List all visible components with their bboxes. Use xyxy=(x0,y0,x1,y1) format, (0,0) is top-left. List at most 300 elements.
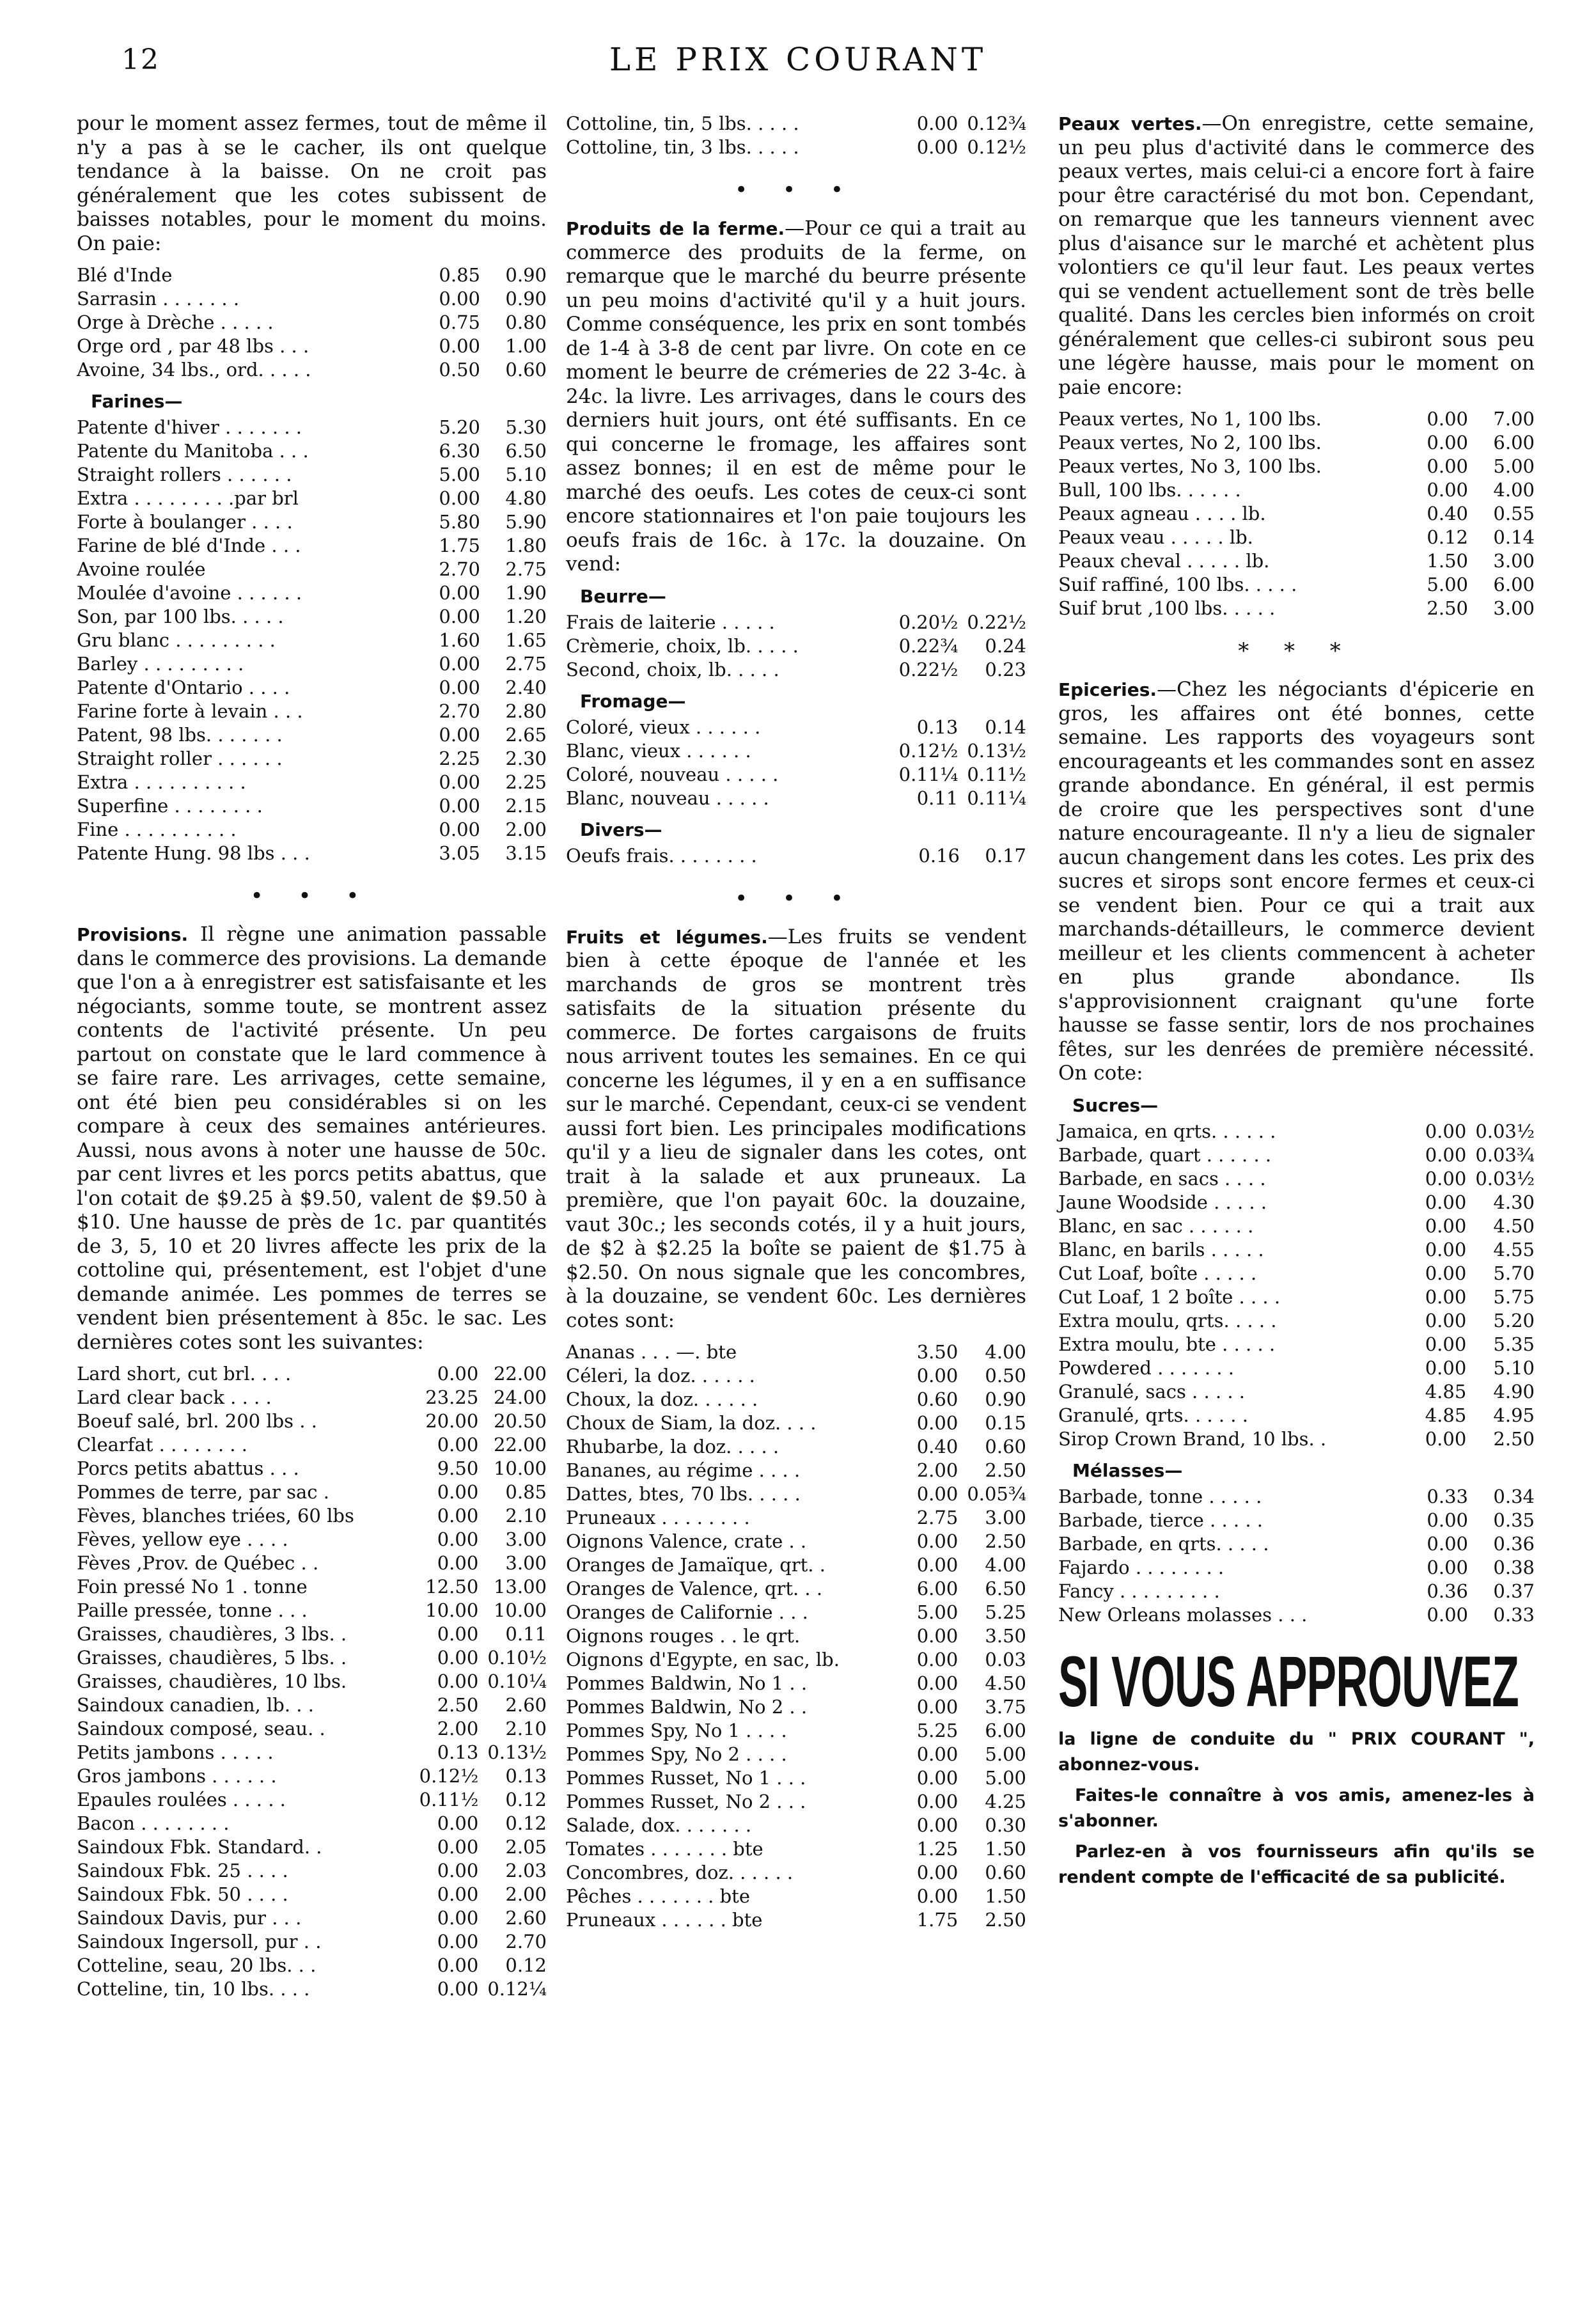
price-low: 0.00 xyxy=(437,1647,479,1668)
price-high: 3.15 xyxy=(505,842,547,864)
price-low: 0.00 xyxy=(437,1670,479,1692)
price-high: 5.75 xyxy=(1493,1285,1535,1308)
price-row xyxy=(77,311,547,334)
price-high: 5.10 xyxy=(505,464,547,485)
price-high: 0.37 xyxy=(1493,1580,1535,1602)
price-item-name: Peaux vertes, No 3, 100 lbs. xyxy=(1058,455,1322,477)
price-high: 0.03½ xyxy=(1475,1120,1535,1142)
grains-table xyxy=(77,263,547,382)
price-row xyxy=(77,1575,547,1599)
price-item-name: Bananes, au régime . . . . xyxy=(566,1459,801,1481)
price-high: 6.50 xyxy=(985,1578,1026,1599)
price-low: 5.00 xyxy=(439,464,480,485)
price-row xyxy=(77,1717,547,1741)
price-row xyxy=(1058,597,1535,620)
price-high: 22.00 xyxy=(493,1434,547,1456)
price-item-name: Oranges de Valence, qrt. . . xyxy=(566,1578,823,1599)
price-high: 0.90 xyxy=(985,1388,1026,1410)
price-high: 5.10 xyxy=(1493,1356,1535,1379)
price-high: 5.00 xyxy=(1493,455,1535,477)
price-item-name: Choux de Siam, la doz. . . . xyxy=(566,1412,817,1434)
price-item-name: Fancy . . . . . . . . . xyxy=(1058,1580,1220,1602)
price-low: 0.00 xyxy=(1425,1143,1467,1166)
price-row xyxy=(566,112,1026,136)
section-separator: • • • xyxy=(735,177,857,203)
price-item-name: Saindoux Fbk. 50 . . . . xyxy=(77,1883,288,1905)
farines-heading: Farines— xyxy=(91,391,183,412)
price-high: 4.90 xyxy=(1493,1380,1535,1402)
price-high: 2.75 xyxy=(505,653,547,675)
price-low: 6.00 xyxy=(916,1578,958,1599)
price-item-name: Pêches . . . . . . . bte xyxy=(566,1885,750,1907)
price-high: 5.35 xyxy=(1493,1333,1535,1355)
price-low: 0.00 xyxy=(1427,479,1468,501)
price-high: 13.00 xyxy=(493,1576,547,1598)
price-item-name: Choux, la doz. . . . . . xyxy=(566,1388,758,1410)
price-item-name: Pommes Russet, No 2 . . . xyxy=(566,1791,806,1812)
price-row xyxy=(1058,1485,1535,1509)
price-row xyxy=(77,1362,547,1386)
price-high: 2.50 xyxy=(985,1530,1026,1552)
grain-intro: pour le moment assez fermes, tout de même il n'y a pas à se le cacher, ils ont quelque tendance à la baisse. On ne croit pas généralement que les cotes subissent de baisses notables, pour le moment du moins. On paie: xyxy=(77,112,547,255)
price-high: 0.60 xyxy=(505,359,547,381)
price-row xyxy=(77,1409,547,1433)
price-high: 3.75 xyxy=(985,1696,1026,1718)
price-high: 2.50 xyxy=(985,1909,1026,1931)
price-item-name: Peaux vertes, No 1, 100 lbs. xyxy=(1058,408,1322,430)
page-number: 12 xyxy=(121,43,160,76)
price-row xyxy=(566,739,1026,763)
price-item-name: Dattes, btes, 70 lbs. . . . . xyxy=(566,1483,801,1505)
fruits-text: —Les fruits se vendent bien à cette époque de l'année et les marchands de gros se montrent très satisfaits de la situation présente du commerce. De fortes cargaisons de fruits nous arrivent toutes les semaines. En ce qui concerne les légumes, il y en a en suffisance sur le marché. Cependant, ceux-ci se vendent aussi fort bien. Les principales modifications qu'il y a lieu de signaler dans les cotes, ont trait à la salade et aux pruneaux. La première, que l'on payait 60c. la douzaine, vaut 30c.; les seconds cotés, il y a huit jours, de $2 à $2.25 la boîte se paient de $1.75 à $2.50. On nous signale que les concombres, à la douzaine, se vendent 60c. Les dernières cotes sont: xyxy=(566,925,1026,1332)
price-high: 0.17 xyxy=(985,844,1026,867)
price-row xyxy=(77,581,547,605)
price-row xyxy=(566,1743,1026,1766)
price-low: 0.00 xyxy=(1425,1262,1467,1284)
price-low: 0.00 xyxy=(1425,1333,1467,1355)
price-high: 4.00 xyxy=(985,1554,1026,1576)
price-item-name: Frais de laiterie . . . . . xyxy=(566,611,775,633)
price-item-name: Barbade, en sacs . . . . xyxy=(1058,1167,1266,1189)
fromage-table xyxy=(566,716,1026,810)
price-high: 6.50 xyxy=(505,440,547,462)
price-low: 0.16 xyxy=(918,844,960,867)
price-item-name: Coloré, nouveau . . . . . xyxy=(566,763,779,785)
price-item-name: Straight roller . . . . . . xyxy=(77,748,283,769)
price-low: 0.00 xyxy=(916,1625,958,1647)
price-item-name: Orge ord , par 48 lbs . . . xyxy=(77,335,309,357)
price-row xyxy=(566,634,1026,658)
price-high: 1.80 xyxy=(505,535,547,556)
price-row xyxy=(77,558,547,581)
price-low: 0.00 xyxy=(916,1672,958,1694)
price-high: 0.24 xyxy=(985,634,1026,657)
price-item-name: Paille pressée, tonne . . . xyxy=(77,1599,308,1621)
price-item-name: Peaux vertes, No 2, 100 lbs. xyxy=(1058,432,1322,453)
price-row xyxy=(77,652,547,676)
price-row xyxy=(566,658,1026,682)
price-low: 0.22½ xyxy=(898,658,958,680)
price-item-name: Barbade, tierce . . . . . xyxy=(1058,1509,1264,1531)
price-high: 6.00 xyxy=(985,1720,1026,1741)
price-high: 4.50 xyxy=(985,1672,1026,1694)
price-item-name: Fèves, blanches triées, 60 lbs xyxy=(77,1505,354,1527)
price-high: 0.38 xyxy=(1493,1556,1535,1578)
price-high: 0.13 xyxy=(505,1765,547,1787)
price-low: 1.75 xyxy=(916,1909,958,1931)
price-low: 0.36 xyxy=(1427,1580,1468,1602)
price-high: 2.03 xyxy=(505,1860,547,1881)
price-item-name: Barley . . . . . . . . . xyxy=(77,653,244,675)
column-middle xyxy=(566,112,1026,1937)
price-low: 0.40 xyxy=(1427,503,1468,524)
ferme-text: —Pour ce qui a trait au commerce des produits de la ferme, on remarque que le marché du beurre présente un peu moins d'activité qu'il y a huit jours. Comme conséquence, les prix en sont tombés de 1-4 à 3-8 de cent par livre. On cote en ce moment le beurre de crémeries de 22 3-4c. à 24c. la livre. Les arrivages, dans le cours des derniers huit jours, ont été suffisants. En ce qui concerne le fromage, les affaires sont assez bonnes; il en est de même pour le marché des oeufs. Les cotes de ceux-ci sont encore stationnaires et l'on paie toujours les oeufs frais de 16c. à 17c. la douzaine. On vend: xyxy=(566,217,1027,576)
price-item-name: Cut Loaf, 1 2 boîte . . . . xyxy=(1058,1285,1281,1308)
price-low: 0.00 xyxy=(1427,1509,1468,1531)
price-row xyxy=(566,1624,1026,1648)
price-high: 0.11½ xyxy=(967,763,1026,785)
price-low: 0.00 xyxy=(439,771,480,793)
price-item-name: Cotteline, tin, 10 lbs. . . . xyxy=(77,1978,310,2000)
price-row xyxy=(77,1457,547,1480)
price-item-name: Oranges de Jamaïque, qrt. . xyxy=(566,1554,825,1576)
price-item-name: Pruneaux . . . . . . . . xyxy=(566,1507,750,1528)
price-high: 3.00 xyxy=(505,1552,547,1574)
price-row xyxy=(77,287,547,311)
beurre-heading: Beurre— xyxy=(580,585,666,607)
price-item-name: Extra . . . . . . . . . . xyxy=(77,771,246,793)
price-item-name: Pommes Baldwin, No 1 . . xyxy=(566,1672,808,1694)
price-high: 2.10 xyxy=(505,1505,547,1527)
peaux-text: —On enregistre, cette semaine, un peu plus d'activité dans le commerce des peaux vertes, mais celui-ci a encore fort à faire pour être caractérisé du mot bon. Cependant, on remarque que les tanneurs viennent avec plus d'aisance sur le marché et achètent plus volontiers ce qu'il leur faut. Les peaux vertes qui se vendent actuellement sont de très belle qualité. Dans les cercles bien informés on croit généralement que celles-ci subiront sous peu une légère hausse, mais pour le moment on paie encore: xyxy=(1058,112,1535,399)
price-high: 4.30 xyxy=(1493,1191,1535,1213)
price-item-name: Extra moulu, bte . . . . . xyxy=(1058,1333,1276,1355)
price-item-name: Boeuf salé, brl. 200 lbs . . xyxy=(77,1410,317,1432)
price-item-name: Peaux cheval . . . . . lb. xyxy=(1058,550,1270,572)
price-low: 0.20½ xyxy=(898,611,958,633)
epiceries-paragraph xyxy=(1058,678,1535,1086)
price-high: 2.30 xyxy=(505,748,547,769)
price-low: 0.00 xyxy=(916,113,958,134)
section-separator: • • • xyxy=(250,883,373,909)
price-low: 0.00 xyxy=(916,1791,958,1812)
price-low: 0.40 xyxy=(916,1436,958,1457)
price-item-name: Sirop Crown Brand, 10 lbs. . xyxy=(1058,1427,1327,1450)
price-row xyxy=(566,1435,1026,1459)
price-row xyxy=(77,1693,547,1717)
price-item-name: Pommes Spy, No 1 . . . . xyxy=(566,1720,787,1741)
price-row xyxy=(1058,1380,1535,1404)
price-row xyxy=(77,1812,547,1835)
price-item-name: Patente du Manitoba . . . xyxy=(77,440,309,462)
price-item-name: Oranges de Californie . . . xyxy=(566,1601,808,1623)
price-row xyxy=(566,1695,1026,1719)
peaux-table xyxy=(1058,407,1535,620)
price-low: 5.00 xyxy=(1427,574,1468,595)
price-high: 5.00 xyxy=(985,1767,1026,1789)
price-low: 0.75 xyxy=(439,311,480,333)
price-item-name: Pommes Baldwin, No 2 . . xyxy=(566,1696,808,1718)
price-row xyxy=(77,1480,547,1504)
price-low: 0.00 xyxy=(437,1363,479,1385)
price-low: 2.50 xyxy=(1427,597,1468,619)
melasses-table xyxy=(1058,1485,1535,1627)
price-low: 0.00 xyxy=(439,677,480,698)
price-low: 0.00 xyxy=(439,606,480,627)
price-high: 4.80 xyxy=(505,487,547,509)
price-row xyxy=(566,1861,1026,1885)
price-row xyxy=(77,1883,547,1906)
price-high: 0.35 xyxy=(1493,1509,1535,1531)
price-row xyxy=(566,1885,1026,1908)
price-low: 0.00 xyxy=(1427,1603,1468,1626)
price-high: 2.00 xyxy=(505,819,547,840)
column-right xyxy=(1058,112,1535,1890)
ad-line: la ligne de conduite du " PRIX COURANT ", abonnez-vous. xyxy=(1058,1729,1535,1775)
price-low: 2.00 xyxy=(437,1718,479,1739)
provisions-table xyxy=(77,1362,547,2001)
price-row xyxy=(566,1506,1026,1530)
price-row xyxy=(566,1340,1026,1364)
price-high: 2.65 xyxy=(505,724,547,746)
price-low: 0.00 xyxy=(1425,1238,1467,1260)
price-item-name: Oeufs frais. . . . . . . . xyxy=(566,844,757,867)
price-item-name: Epaules roulées . . . . . xyxy=(77,1789,286,1810)
fromage-heading: Fromage— xyxy=(580,690,686,712)
price-low: 0.00 xyxy=(439,335,480,357)
price-high: 1.90 xyxy=(505,582,547,604)
price-row xyxy=(566,611,1026,634)
section-separator: • • • xyxy=(735,885,857,911)
price-high: 2.80 xyxy=(505,700,547,722)
price-item-name: Cut Loaf, boîte . . . . . xyxy=(1058,1262,1257,1284)
price-high: 0.34 xyxy=(1493,1485,1535,1507)
price-item-name: Pommes Spy, No 2 . . . . xyxy=(566,1743,787,1765)
peaux-heading: Peaux vertes. xyxy=(1058,113,1202,134)
price-high: 4.25 xyxy=(985,1791,1026,1812)
ad-title: SI VOUS APPROUVEZ xyxy=(1058,1641,1519,1722)
price-low: 0.00 xyxy=(916,136,958,158)
price-low: 0.00 xyxy=(916,1814,958,1836)
price-row xyxy=(77,1764,547,1788)
price-item-name: Sarrasin . . . . . . . xyxy=(77,288,240,310)
price-row xyxy=(77,747,547,771)
price-row xyxy=(566,1459,1026,1482)
price-high: 0.60 xyxy=(985,1862,1026,1883)
price-high: 3.50 xyxy=(985,1625,1026,1647)
price-low: 0.00 xyxy=(1427,455,1468,477)
price-row xyxy=(566,716,1026,739)
price-item-name: Straight rollers . . . . . . xyxy=(77,464,292,485)
price-row xyxy=(77,334,547,358)
epiceries-text: —Chez les négociants d'épicerie en gros, les affaires ont été bonnes, cette semaine. Les rapports des voyageurs sont encourageants et les commandes sont en assez grande abondance. En général, il est permis de croire que les perspectives sont d'une nature encourageante. Il n'y a lieu de signaler aucun changement dans les cotes. Les prix des sucres et sirops sont encore fermes et ceux-ci se vendent bien. Pour ce qui a trait aux marchands-détailleurs, le commerce devient meilleur et les clients commencent à acheter en plus grande abondance. Ils s'approvisionnent craignant qu'une forte hausse se fasse sentir, lors de nos prochaines fêtes, sur les denrées de première nécessité. On cote: xyxy=(1058,678,1535,1085)
price-row xyxy=(566,1411,1026,1435)
price-low: 0.00 xyxy=(437,1552,479,1574)
price-item-name: Blanc, nouveau . . . . . xyxy=(566,787,769,809)
price-item-name: Orge à Drèche . . . . . xyxy=(77,311,274,333)
price-item-name: Avoine, 34 lbs., ord. . . . . xyxy=(77,359,311,381)
price-item-name: Forte à boulanger . . . . xyxy=(77,511,293,533)
price-row xyxy=(1058,502,1535,526)
price-low: 0.00 xyxy=(437,1812,479,1834)
price-high: 24.00 xyxy=(493,1386,547,1408)
price-row xyxy=(566,1530,1026,1553)
price-high: 3.00 xyxy=(1493,597,1535,619)
price-low: 0.00 xyxy=(437,1860,479,1881)
price-row xyxy=(77,1954,547,1977)
price-row xyxy=(1058,1580,1535,1603)
price-high: 4.55 xyxy=(1493,1238,1535,1260)
price-low: 2.50 xyxy=(437,1694,479,1716)
price-high: 0.14 xyxy=(1493,526,1535,548)
price-high: 7.00 xyxy=(1493,408,1535,430)
price-item-name: Céleri, la doz. . . . . . xyxy=(566,1365,755,1386)
price-item-name: Patente d'Ontario . . . . xyxy=(77,677,290,698)
price-high: 1.50 xyxy=(985,1885,1026,1907)
beurre-table xyxy=(566,611,1026,682)
price-row xyxy=(1058,1238,1535,1262)
price-item-name: Saindoux Fbk. Standard. . xyxy=(77,1836,322,1858)
price-low: 0.00 xyxy=(1427,432,1468,453)
price-row xyxy=(77,818,547,842)
price-high: 0.36 xyxy=(1493,1532,1535,1555)
price-high: 0.03 xyxy=(985,1649,1026,1670)
price-row xyxy=(566,787,1026,810)
price-high: 0.14 xyxy=(985,716,1026,738)
price-row xyxy=(77,358,547,382)
price-high: 2.60 xyxy=(505,1694,547,1716)
price-low: 0.12½ xyxy=(898,739,958,762)
price-row xyxy=(77,1646,547,1670)
price-high: 2.25 xyxy=(505,771,547,793)
price-high: 0.05¾ xyxy=(967,1483,1026,1505)
price-item-name: Bacon . . . . . . . . xyxy=(77,1812,230,1834)
price-low: 0.00 xyxy=(1425,1167,1467,1189)
price-low: 0.00 xyxy=(1427,1532,1468,1555)
price-row xyxy=(1058,1167,1535,1191)
price-row xyxy=(77,1859,547,1883)
price-item-name: Porcs petits abattus . . . xyxy=(77,1457,299,1479)
price-item-name: Ananas . . . —. bte xyxy=(566,1341,737,1363)
price-row xyxy=(566,1577,1026,1601)
price-low: 0.00 xyxy=(437,1505,479,1527)
price-low: 5.00 xyxy=(916,1601,958,1623)
price-low: 10.00 xyxy=(425,1599,479,1621)
price-low: 0.85 xyxy=(439,264,480,286)
fruits-table xyxy=(566,1340,1026,1932)
price-row xyxy=(1058,1214,1535,1238)
price-item-name: Fèves ,Prov. de Québec . . xyxy=(77,1552,319,1574)
price-low: 0.13 xyxy=(916,716,958,738)
price-item-name: Lard clear back . . . . xyxy=(77,1386,272,1408)
price-item-name: Saindoux Fbk. 25 . . . . xyxy=(77,1860,288,1881)
sucres-table xyxy=(1058,1120,1535,1451)
price-high: 0.12 xyxy=(505,1789,547,1810)
price-item-name: Graisses, chaudières, 10 lbs. xyxy=(77,1670,347,1692)
price-item-name: Patent, 98 lbs. . . . . . . xyxy=(77,724,283,746)
price-item-name: Powdered . . . . . . . xyxy=(1058,1356,1234,1379)
price-low: 1.75 xyxy=(439,535,480,556)
price-item-name: Blanc, en sac . . . . . . xyxy=(1058,1214,1254,1237)
price-high: 2.75 xyxy=(505,558,547,580)
price-low: 3.05 xyxy=(439,842,480,864)
price-item-name: Concombres, doz. . . . . . xyxy=(566,1862,794,1883)
price-item-name: Rhubarbe, la doz. . . . . xyxy=(566,1436,779,1457)
price-low: 0.00 xyxy=(439,819,480,840)
price-row xyxy=(566,1601,1026,1624)
price-row xyxy=(77,1528,547,1551)
price-low: 9.50 xyxy=(437,1457,479,1479)
price-item-name: Bull, 100 lbs. . . . . . xyxy=(1058,479,1241,501)
price-low: 0.33 xyxy=(1427,1485,1468,1507)
price-item-name: Clearfat . . . . . . . . xyxy=(77,1434,247,1456)
price-high: 0.11¼ xyxy=(967,787,1026,809)
price-item-name: Jaune Woodside . . . . . xyxy=(1058,1191,1267,1213)
price-row xyxy=(566,1672,1026,1695)
price-item-name: Salade, dox. . . . . . . xyxy=(566,1814,752,1836)
melasses-heading: Mélasses— xyxy=(1072,1459,1183,1481)
price-high: 0.33 xyxy=(1493,1603,1535,1626)
cottoline-table xyxy=(566,112,1026,159)
price-item-name: Gru blanc . . . . . . . . . xyxy=(77,629,276,651)
price-item-name: Cottoline, tin, 3 lbs. . . . . xyxy=(566,136,799,158)
price-low: 0.00 xyxy=(1425,1214,1467,1237)
price-high: 3.00 xyxy=(1493,550,1535,572)
price-item-name: Moulée d'avoine . . . . . . xyxy=(77,582,302,604)
price-row xyxy=(1058,1143,1535,1167)
price-row xyxy=(77,794,547,818)
price-high: 4.95 xyxy=(1493,1404,1535,1426)
price-low: 0.00 xyxy=(439,724,480,746)
price-item-name: Saindoux canadien, lb. . . xyxy=(77,1694,314,1716)
price-low: 3.50 xyxy=(916,1341,958,1363)
price-row xyxy=(566,136,1026,159)
price-low: 0.00 xyxy=(916,1483,958,1505)
price-high: 0.90 xyxy=(505,288,547,310)
price-low: 0.00 xyxy=(439,795,480,817)
price-item-name: Jamaica, en qrts. . . . . . xyxy=(1058,1120,1276,1142)
price-high: 22.00 xyxy=(493,1363,547,1385)
price-row xyxy=(566,1766,1026,1790)
price-high: 0.50 xyxy=(985,1365,1026,1386)
price-low: 5.80 xyxy=(439,511,480,533)
provisions-text: Il règne une animation passable dans le commerce des provisions. La demande que l'on a à enregistrer est satisfaisante et les négociants, somme toute, se montrent assez contents de l'activité présente. Un peu partout on constate que le lard commence à se faire rare. Les arrivages, cette semaine, ont été bien peu considérables si on les compare à ceux des semaines antérieures. Aussi, nous avons à noter une hausse de 50c. par cent livres et les porcs petits abattus, que l'on cotait de $9.25 à $9.50, valent de $9.50 à $10. Une hausse de près de 1c. par quantités de 3, 5, 10 et 20 livres affecte les prix de la cottoline qui, présentement, est l'objet d'une demande animée. Les pommes de terres se vendent bien présentement à 85c. le sac. Les dernières cotes sont les suivantes: xyxy=(77,923,547,1354)
price-row xyxy=(1058,455,1535,478)
price-row xyxy=(566,763,1026,787)
price-high: 0.23 xyxy=(985,658,1026,680)
section-separator: * * * xyxy=(1238,638,1355,664)
price-row xyxy=(566,1388,1026,1411)
price-row xyxy=(77,700,547,723)
price-row xyxy=(77,723,547,747)
page-title: LE PRIX COURANT xyxy=(609,41,987,78)
price-low: 2.00 xyxy=(916,1459,958,1481)
price-high: 0.10¼ xyxy=(487,1670,547,1692)
price-row xyxy=(1058,549,1535,573)
price-row xyxy=(1058,1427,1535,1451)
price-row xyxy=(1058,1191,1535,1214)
price-item-name: Graisses, chaudières, 3 lbs. . xyxy=(77,1623,347,1645)
price-low: 0.00 xyxy=(916,1365,958,1386)
divers-table xyxy=(566,844,1026,868)
price-low: 0.00 xyxy=(437,1434,479,1456)
subscription-ad xyxy=(1058,1642,1535,1890)
price-item-name: Avoine roulée xyxy=(77,558,206,580)
price-low: 0.00 xyxy=(916,1862,958,1883)
price-row xyxy=(77,842,547,865)
price-row xyxy=(77,1433,547,1457)
price-row xyxy=(1058,1120,1535,1143)
